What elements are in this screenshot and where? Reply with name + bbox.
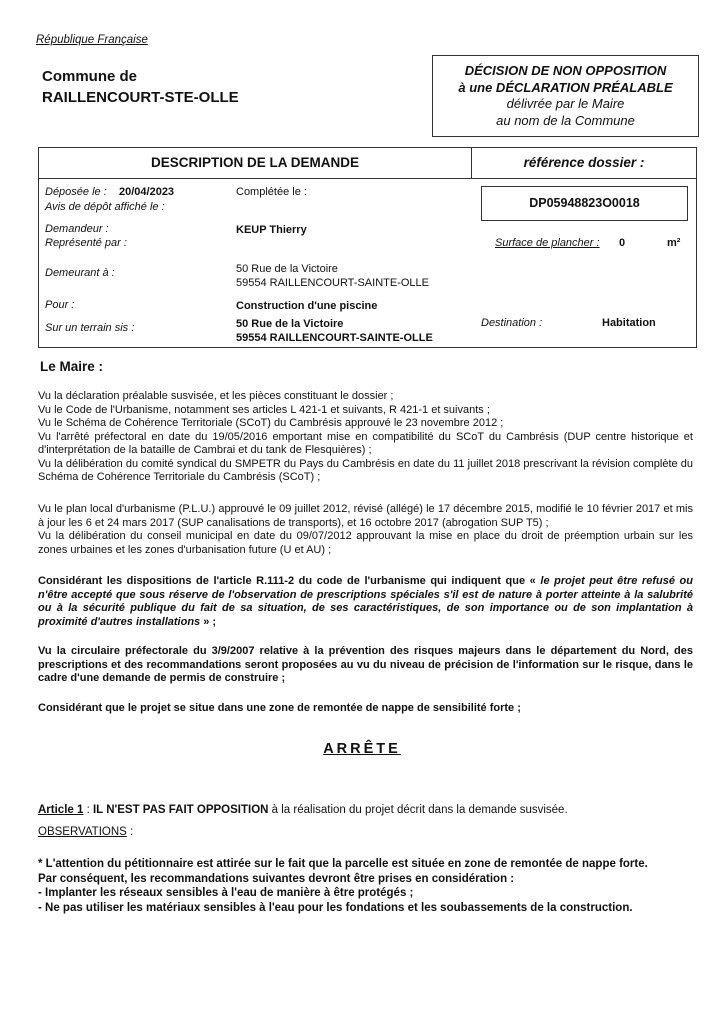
commune-name <box>42 66 239 108</box>
observation-line: - Implanter les réseaux sensibles à l'eau de manière à être protégés ; <box>38 887 414 899</box>
decision-title-box <box>432 55 699 137</box>
vu-line: Vu le plan local d'urbanisme (P.L.U.) approuvé le 09 juillet 2012, révisé (allégé) le 17 décembre 2015, modifié le 10 février 2017 et mis à jour les 6 et 24 mars 2017 (SUP canalisations de transports), et 16 octobre 2017 (abrogation SUP T5) ; <box>38 503 693 529</box>
completee-label: Complétée le : <box>236 186 307 198</box>
considerant-quote: le projet peut être refusé ou n'être accepté que sous réserve de l'observation de prescriptions spéciales s'il est de nature à porter atteinte à la salubrité ou à la sécurité publique du fait de sa situation, de ses caractéristiques, de son importance ou de son implantation à proximité d'autres installations <box>38 575 693 628</box>
demandeur-label: Demandeur : <box>45 223 109 235</box>
demande-title: DESCRIPTION DE LA DEMANDE <box>39 148 472 178</box>
vu-line: Vu le Code de l'Urbanisme, notamment ses articles L 421-1 et suivants, R 421-1 et suivants ; <box>38 403 490 416</box>
avis-depot-label: Avis de dépôt affiché le : <box>45 201 165 213</box>
terrain-label: Sur un terrain sis : <box>45 322 135 334</box>
destination-value: Habitation <box>602 317 656 329</box>
deposee-value: 20/04/2023 <box>119 186 175 198</box>
observation-line: - Ne pas utiliser les matériaux sensibles à l'eau pour les fondations et les soubassements de la construction. <box>38 901 633 914</box>
vu-line: Vu la délibération du comité syndical du SMPETR du Pays du Cambrésis en date du 11 juillet 2018 prescrivant la révision complète du Schéma de Cohérence Territoriale du Cambrésis (SCoT) ; <box>38 457 693 483</box>
vu-line: Vu le Schéma de Cohérence Territoriale (SCoT) du Cambrésis approuvé le 23 novembre 2012 ; <box>38 417 504 429</box>
republique-francaise: République Française <box>36 34 148 46</box>
commune-line2: RAILLENCOURT-STE-OLLE <box>42 89 239 106</box>
pour-value: Construction d'une piscine <box>236 300 378 312</box>
article-1 <box>38 804 568 816</box>
decision-line2: à une DÉCLARATION PRÉALABLE <box>458 79 673 95</box>
article-1-sep: : <box>83 804 93 816</box>
reference-number: DP05948823O0018 <box>481 186 688 221</box>
surface-value: 0 <box>619 237 626 249</box>
decision-line3: délivrée par le Maire <box>506 96 625 111</box>
considerant-end: » ; <box>200 615 217 628</box>
decision-line4: au nom de la Commune <box>496 112 635 128</box>
vu-line: Vu la déclaration préalable susvisée, et les pièces constituant le dossier ; <box>38 390 394 402</box>
observations-sep: : <box>126 826 134 838</box>
considerant-nappe: Considérant que le projet se situe dans une zone de remontée de nappe de sensibilité forte ; <box>38 702 521 714</box>
deposee-label: Déposée le : <box>45 186 107 198</box>
surface-label: Surface de plancher : <box>495 237 600 249</box>
pour-label: Pour : <box>45 299 75 311</box>
destination-label: Destination : <box>481 317 543 329</box>
represente-label: Représenté par : <box>45 237 127 249</box>
circulaire-paragraph: Vu la circulaire préfectorale du 3/9/2007 relative à la prévention des risques majeurs dans le département du Nord, des prescriptions et des recommandations seront proposées au vu du niveau de précision de l'information sur le risque, dans le cadre d'une demande de permis de construire ; <box>38 645 693 684</box>
terrain-line1: 50 Rue de la Victoire <box>236 318 344 330</box>
considerant-intro: Considérant les dispositions de l'article R.111-2 du code de l'urbanisme qui indiquent que « <box>38 575 541 587</box>
vu-block-2 <box>38 503 693 557</box>
commune-line1: Commune de <box>42 68 138 85</box>
article-1-rest: à la réalisation du projet décrit dans la demande susvisée. <box>268 804 568 816</box>
demande-box <box>38 147 697 348</box>
demande-header <box>39 148 696 179</box>
demeurant-label: Demeurant à : <box>45 267 115 279</box>
observation-line: * L'attention du pétitionnaire est attirée sur le fait que la parcelle est située en zone de remontée de nappe forte. <box>38 858 648 870</box>
observations-text <box>38 857 698 915</box>
vu-block-1 <box>38 390 693 485</box>
le-maire-heading: Le Maire : <box>40 359 104 374</box>
decision-line1: DÉCISION DE NON OPPOSITION <box>464 63 667 78</box>
demandeur-value: KEUP Thierry <box>236 224 307 236</box>
observations-heading <box>38 826 133 838</box>
surface-unit: m² <box>667 237 681 249</box>
observation-line: Par conséquent, les recommandations suivantes devront être prises en considération : <box>38 872 515 885</box>
vu-line: Vu l'arrêté préfectoral en date du 19/05/2016 emportant mise en compatibilité du SCoT du Cambrésis (DUP centre historique et d'interprétation de la bataille de Cambrai et du tank de Flesquières) ; <box>38 430 693 456</box>
arrete-heading: ARRÊTE <box>323 741 401 757</box>
observations-label: OBSERVATIONS <box>38 826 127 838</box>
considerant-r111-2 <box>38 575 693 629</box>
vu-line: Vu la délibération du conseil municipal en date du 09/07/2012 approuvant la mise en place du droit de préemption urbain sur les zones urbaines et les zones d'urbanisation future (U et AU) ; <box>38 530 693 556</box>
article-1-decision: IL N'EST PAS FAIT OPPOSITION <box>92 804 269 816</box>
article-1-label: Article 1 <box>38 804 84 816</box>
reference-title: référence dossier : <box>523 155 645 170</box>
terrain-line2: 59554 RAILLENCOURT-SAINTE-OLLE <box>236 332 433 344</box>
demeurant-line1: 50 Rue de la Victoire <box>236 263 338 275</box>
demeurant-line2: 59554 RAILLENCOURT-SAINTE-OLLE <box>236 277 429 289</box>
